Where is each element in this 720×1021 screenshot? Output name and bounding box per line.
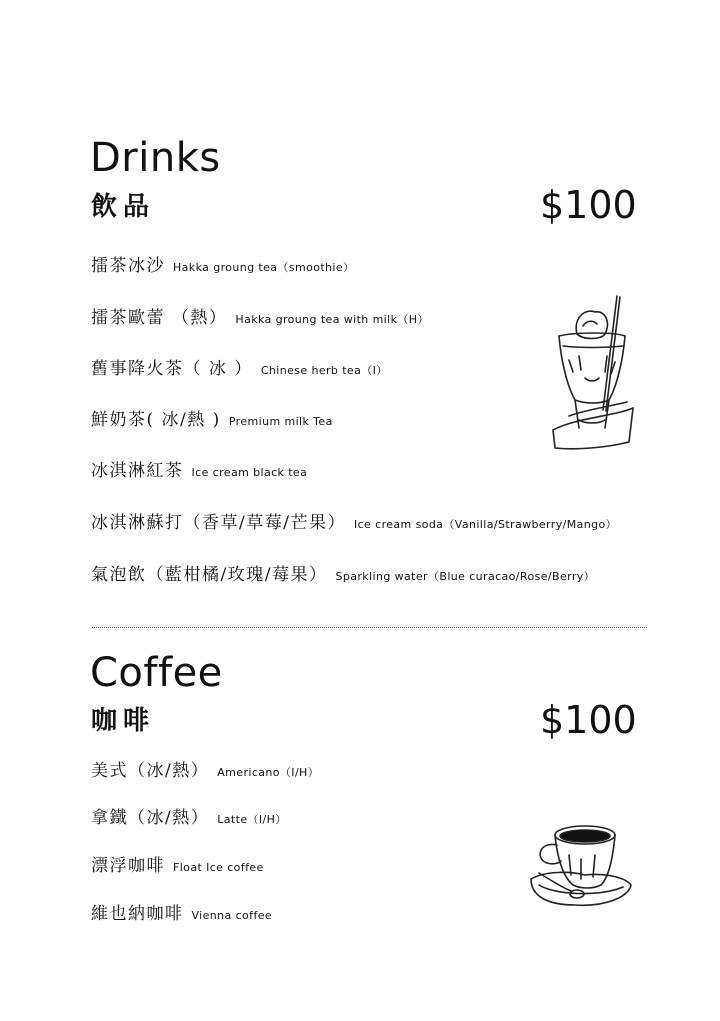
coffee-item-en: Vienna coffee [191, 909, 273, 922]
drink-item-en: Premium milk Tea [228, 415, 333, 428]
coffee-item-zh: 維也納咖啡 [91, 904, 184, 924]
coffee-item-zh: 漂浮咖啡 [91, 856, 165, 876]
drink-item [91, 310, 429, 327]
coffee-item [91, 858, 264, 875]
coffee-item-en: Americano（I/H） [217, 766, 320, 779]
coffee-item [91, 763, 319, 780]
drink-item [91, 258, 354, 275]
coffee-item-en: Float Ice coffee [173, 861, 264, 874]
coffee-item-zh: 美式（冰/熱） [91, 761, 210, 781]
coffee-item-zh: 拿鐵（冰/熱） [91, 808, 210, 828]
drink-item-zh: 冰淇淋蘇打（香草/草莓/芒果） [91, 513, 346, 533]
drink-item [91, 361, 388, 378]
coffee-item-en: Latte（I/H） [217, 813, 287, 826]
coffee-item [91, 906, 272, 923]
coffee-cup-saucer-sketch-icon [525, 815, 635, 915]
coffee-title-en: Coffee [90, 650, 223, 696]
drink-item-zh: 氣泡飲（藍柑橘/玫瑰/莓果） [91, 565, 328, 585]
drink-item-zh: 擂茶歐蕾 （熱） [91, 308, 228, 328]
drink-item-zh: 冰淇淋紅茶 [91, 461, 184, 481]
drink-item [91, 515, 617, 532]
drink-item [91, 567, 595, 584]
drink-item-en: Hakka groung tea（smoothie） [173, 261, 355, 274]
drink-item-en: Ice cream soda（Vanilla/Strawberry/Mango） [353, 518, 618, 531]
coffee-item [91, 810, 287, 827]
drink-item [91, 463, 307, 480]
drink-item-en: Sparkling water（Blue curacao/Rose/Berry） [335, 570, 596, 583]
drink-item [91, 412, 333, 429]
drinks-title-zh: 飲品 [91, 192, 156, 222]
coffee-title-zh: 咖啡 [91, 706, 156, 736]
drink-item-zh: 鮮奶茶( 冰/熱 ) [91, 410, 221, 430]
section-divider [92, 627, 647, 628]
drink-item-en: Ice cream black tea [191, 466, 308, 479]
drinks-title-en: Drinks [90, 135, 221, 181]
coffee-price: $100 [540, 698, 637, 742]
ice-cream-soda-glass-sketch-icon [545, 290, 635, 465]
drink-item-zh: 擂茶冰沙 [91, 256, 165, 276]
drink-item-en: Chinese herb tea（I） [260, 364, 388, 377]
drink-item-zh: 舊事降火茶（ 冰 ） [91, 359, 253, 379]
drink-item-en: Hakka groung tea with milk（H） [235, 313, 429, 326]
drinks-price: $100 [540, 183, 637, 227]
